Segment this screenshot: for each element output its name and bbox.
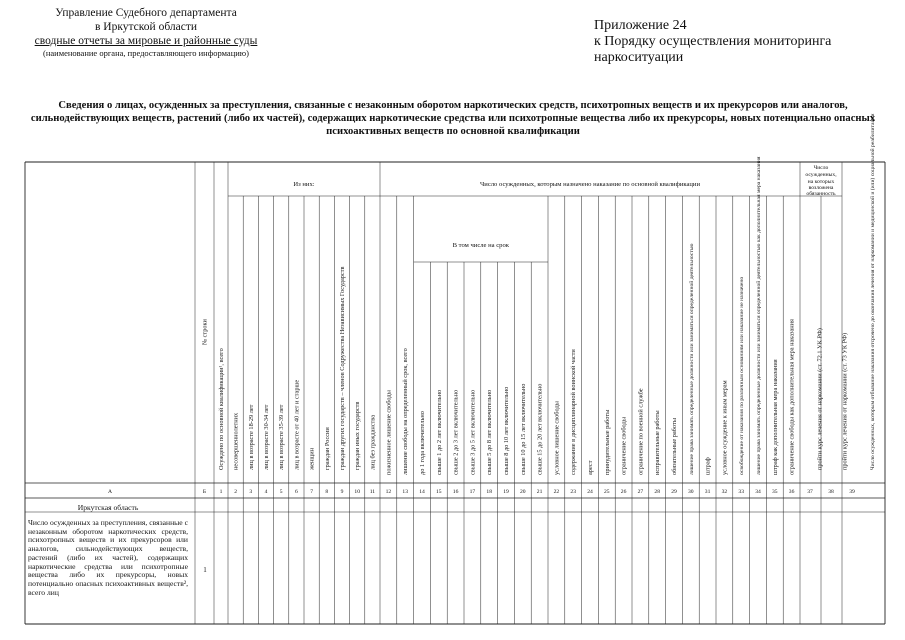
appendix-line-2: к Порядку осуществления мониторинга	[594, 34, 832, 49]
of-them-header: Из них:	[293, 181, 315, 188]
punish-col-18: свыше 8 до 10 лет включительно	[503, 386, 510, 475]
column-number-5: 5	[279, 489, 283, 495]
column-number-7: 7	[310, 489, 313, 495]
column-number-25: 25	[604, 489, 610, 495]
column-number-4: 4	[264, 489, 268, 495]
column-number-34: 34	[755, 489, 761, 495]
punish-col-25: ограничение свободы	[620, 417, 628, 475]
column-number-22: 22	[553, 489, 560, 495]
column-number-3: 3	[249, 489, 253, 495]
column-number-28: 28	[654, 489, 660, 495]
column-number-27: 27	[637, 489, 644, 495]
column-number-15: 15	[436, 489, 442, 495]
punish-col-24: принудительные работы	[603, 409, 611, 475]
punish-col-11: пожизненное лишение свободы	[385, 390, 393, 475]
of-them-col-9: граждан иных государств	[354, 401, 362, 470]
column-number-23: 23	[570, 489, 576, 495]
column-number-12: 12	[385, 489, 392, 495]
obligation-header-3: на которых	[807, 179, 835, 185]
punish-col-19: свыше 10 до 15 лет включительно	[519, 383, 527, 475]
region-label: Иркутская область	[77, 503, 139, 512]
column-number-10: 10	[354, 489, 360, 495]
punish-col-34: штраф как дополнительная мера наказания	[771, 359, 779, 475]
column-number-36: 36	[788, 489, 795, 495]
column-number-18: 18	[486, 489, 492, 495]
column-number-А: А	[107, 489, 113, 495]
punish-col-29: лишение права занимать определенные должности или заниматься определенной деятельностью	[688, 243, 695, 475]
term-group-header: В том числе на срок	[452, 242, 509, 249]
punishment-header: Число осужденных, которым назначено наказание по основной квалификации	[480, 181, 700, 188]
obligation-header-5: обязанность	[806, 191, 836, 197]
punish-col-17: свыше 5 до 8 лет включительно	[486, 389, 494, 475]
org-caption: (наименование органа, предоставляющего информацию)	[43, 48, 249, 58]
document-title: Сведения о лицах, осужденных за преступления, связанные с незаконным оборотом наркотических средств, психотропных веществ и их прекурсоров или аналогов, сильнодействующих веществ, растений (либо их частей), содержащих наркотические средства или психотропные вещества либо их прекурсоры, новых потенциально опасных психоактивных веществ по основной квалификации	[30, 100, 876, 137]
appendix-line-3: наркоситуации	[594, 50, 684, 65]
punish-col-21: условное лишение свободы	[553, 401, 561, 475]
obligation-header-2: осужденных,	[805, 172, 837, 178]
punish-col-28: обязательные работы	[671, 418, 678, 475]
punish-col-23: арест	[587, 460, 594, 475]
column-number-33: 33	[738, 489, 744, 495]
column-number-26: 26	[620, 489, 627, 495]
column-number-37: 37	[807, 489, 813, 495]
column-number-21: 21	[536, 489, 543, 495]
column-number-16: 16	[452, 489, 459, 495]
of-them-col-5: лиц в возрасте от 40 лет и старше	[293, 379, 301, 470]
column-number-31: 31	[704, 489, 711, 495]
of-them-col-10: лиц без гражданства	[369, 415, 377, 470]
punish-col-35: ограничение свободы как дополнительная мера наказания	[788, 319, 796, 475]
of-them-col-4: лиц в возрасте 35-39 лет	[278, 404, 286, 470]
column-number-24: 24	[587, 489, 593, 495]
obligation-header: Число	[813, 165, 829, 171]
punish-col-15: свыше 2 до 3 лет включительно	[452, 389, 460, 475]
punish-col-22: содержание в дисциплинарной воинской части	[570, 349, 578, 475]
punish-col-31: условное осуждение к иным мерам	[721, 380, 729, 475]
row-number-header: № строки	[201, 319, 209, 345]
column-number-30: 30	[688, 489, 694, 495]
org-line-2: в Иркутской области	[94, 21, 198, 33]
of-them-col-7: граждан России	[323, 427, 331, 470]
punish-col-33: лишение права занимать определенные должности или заниматься определенной деятельностью как дополнительная мера наказания	[756, 156, 762, 475]
punish-col-26: ограничение по военной службе	[637, 388, 645, 475]
column-number-11: 11	[369, 489, 376, 495]
appendix-line-1: Приложение 24	[594, 18, 687, 33]
row-number-value: 1	[203, 566, 207, 574]
obligation-col-38: пройти курс лечения от наркомании (ст. 73 УК РФ)	[841, 332, 849, 470]
total-header: Осуждено по основной квалификации¹, всего	[218, 348, 225, 470]
of-them-col-2: лиц в возрасте 18-29 лет	[247, 404, 255, 470]
column-number-38: 38	[828, 489, 834, 495]
column-number-6: 6	[295, 489, 298, 495]
row-description: Число осужденных за преступления, связанные с незаконным оборотом наркотических средств, психотропных веществ и их прекурсоров или аналогов, сильнодействующих веществ, растений (либо их частей), содержащих наркотические средства или психотропные вещества либо их прекурсоры, новых потенциально опасных психоактивных веществ², всего лиц	[28, 518, 188, 597]
punish-col-20: свыше 15 до 20 лет включительно	[536, 383, 544, 475]
column-number-19: 19	[503, 489, 509, 495]
column-number-Б: Б	[202, 489, 207, 495]
punish-col-13: до 1 года включительно	[419, 411, 426, 475]
punish-col-30: штраф	[704, 457, 712, 475]
column-number-32: 32	[721, 489, 728, 495]
of-them-col-6: женщин	[308, 447, 316, 470]
column-number-13: 13	[402, 489, 408, 495]
column-number-14: 14	[419, 489, 425, 495]
punish-col-16: свыше 3 до 5 лет включительно	[469, 389, 477, 475]
punish-col-27: исправительные работы	[654, 410, 662, 475]
column-number-8: 8	[325, 489, 329, 495]
column-number-9: 9	[340, 489, 344, 495]
obligation-header-4: возложена	[808, 185, 834, 191]
punish-col-14: свыше 1 до 2 лет включительно	[435, 389, 443, 475]
punish-col-12: лишение свободы на определенный срок, всего	[402, 348, 410, 475]
org-line-3: сводные отчеты за мировые и районные суды	[34, 35, 258, 47]
column-number-17: 17	[469, 489, 476, 495]
column-number-2: 2	[234, 489, 237, 495]
column-number-35: 35	[772, 489, 778, 495]
last-col-header: Число осужденных, которым отбывание наказания отсрочено до окончания лечения от наркомании и медицинской и (или) социальной реабилитации	[870, 113, 876, 470]
obligation-col-37: пройти курс лечения от наркомании (ст. 72.1 УК РФ)	[816, 328, 824, 470]
of-them-col-8: граждан других государств – членов Содружества Независимых Государств	[339, 266, 346, 470]
of-them-col-3: лиц в возрасте 30-34 лет	[263, 404, 270, 470]
of-them-col-1: несовершеннолетних	[232, 412, 240, 470]
column-number-1: 1	[219, 489, 223, 495]
org-line-1: Управление Судебного департамента	[55, 7, 237, 19]
column-number-39: 39	[849, 489, 855, 495]
column-number-29: 29	[671, 489, 677, 495]
column-number-20: 20	[520, 489, 526, 495]
punish-col-32: освобождение от наказания по различным основаниям или наказание не назначено	[739, 276, 746, 475]
